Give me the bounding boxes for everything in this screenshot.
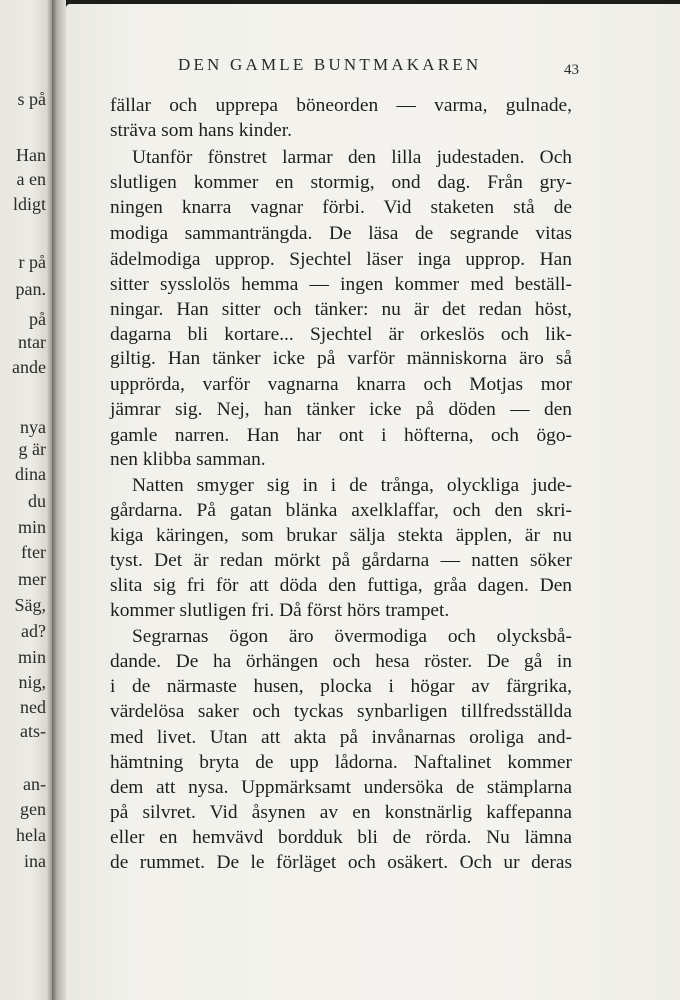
left-page-fragment: ande	[12, 357, 46, 377]
left-page-fragment: ned	[20, 697, 46, 717]
text-line: ädelmodiga upprop. Sjechtel läser inga upprop. Han	[110, 249, 572, 270]
text-line: tyst. Det är redan mörkt på gårdarna — natten söker	[110, 550, 572, 571]
left-page-fragment: fter	[21, 542, 46, 562]
text-line: gamle narren. Han har ont i höfterna, och ögo-	[110, 425, 572, 446]
text-line: på silvret. Vid åsynen av en konstnärlig kaffepanna	[110, 802, 572, 823]
left-page-fragment: pan.	[15, 279, 46, 299]
page-number: 43	[564, 62, 579, 78]
text-line: gårdarna. På gatan blänka axelklaffar, och den skri-	[110, 500, 572, 521]
text-line: eller en hemvävd bordduk bli de rörda. Nu lämna	[110, 827, 572, 848]
left-page-fragment: nya	[20, 417, 46, 437]
left-page-fragment: hela	[16, 825, 46, 845]
left-page-fragment: r på	[18, 252, 46, 272]
left-page-fragment: ldigt	[12, 194, 46, 214]
left-page-fragment: an-	[23, 774, 46, 794]
text-line: kiga käringen, som brukar sälja stekta äpplen, är nu	[110, 525, 572, 546]
left-page-fragment: dina	[15, 464, 46, 484]
left-page-fragment: Säg,	[14, 595, 46, 615]
left-page-fragment: a en	[16, 169, 46, 189]
left-page-fragment: ina	[24, 851, 46, 871]
left-page-fragment: s på	[17, 89, 46, 109]
left-page-fragment: på	[29, 309, 46, 329]
text-line: giltig. Han tänker icke på varför människorna äro så	[110, 348, 572, 369]
text-line: slita sig fri för att döda den futtiga, gråa dagen. Den	[110, 575, 572, 596]
left-page-fragment: ntar	[18, 332, 46, 352]
left-page-fragment: Han	[16, 145, 46, 165]
book-gutter	[52, 0, 66, 1000]
text-line: i de närmaste husen, plocka i högar av färgrika,	[110, 676, 572, 697]
text-line: dande. De ha örhängen och hesa röster. De gå in	[110, 651, 572, 672]
running-head: DEN GAMLE BUNTMAKAREN	[178, 55, 482, 74]
text-line: de rummet. De le förläget och osäkert. Och ur deras	[110, 852, 572, 873]
left-page-fragment: ad?	[21, 621, 46, 641]
text-line: jämrar sig. Nej, han tänker icke på döden — den	[110, 399, 572, 420]
left-page-fragment: min	[17, 517, 46, 537]
left-page-fragment: nig,	[18, 672, 46, 692]
left-page	[0, 0, 52, 1000]
text-line: fällar och upprepa böneorden — varma, gulnade,	[110, 95, 572, 116]
text-line: Natten smyger sig in i de trånga, olyckliga jude-	[132, 475, 572, 496]
text-line: med livet. Utan att akta på invånarnas oroliga and-	[110, 727, 572, 748]
text-line: sträva som hans kinder.	[110, 120, 293, 141]
text-line: modiga sammanträngda. De läsa de segrande vitas	[110, 223, 572, 244]
text-line: dem att nysa. Uppmärksamt undersöka de stämplarna	[110, 777, 572, 798]
text-line: slutligen kommer en stormig, ond dag. Från gry-	[110, 172, 572, 193]
text-line: upprörda, varför vagnarna knarra och Motjas mor	[110, 374, 572, 395]
text-line: ningar. Han sitter och tänker: nu är det redan höst,	[110, 299, 572, 320]
text-line: Utanför fönstret larmar den lilla judestaden. Och	[132, 147, 572, 168]
left-page-fragment: gen	[20, 799, 46, 819]
left-page-fragment: ats-	[20, 721, 46, 741]
left-page-fragment: min	[17, 647, 46, 667]
text-line: hämtning bryta de upp lådorna. Naftalinet kommer	[110, 752, 572, 773]
text-line: kommer slutligen fri. Då först hörs trampet.	[110, 600, 450, 621]
left-page-fragment: du	[28, 491, 46, 511]
left-page-fragment: mer	[18, 569, 46, 589]
text-line: Segrarnas ögon äro övermodiga och olycksbå-	[132, 626, 572, 647]
text-line: ningen knarra vagnar förbi. Vid staketen stå de	[110, 197, 572, 218]
text-line: dagarna bli kortare... Sjechtel är orkeslös och lik-	[110, 324, 572, 345]
text-line: värdelösa saker och tyckas synbarligen tillfredsställda	[110, 701, 572, 722]
left-page-fragment: g är	[18, 439, 46, 459]
text-line: sitter sysslolös hemma — ingen kommer med beställ-	[110, 274, 572, 295]
text-line: nen klibba samman.	[110, 449, 266, 470]
